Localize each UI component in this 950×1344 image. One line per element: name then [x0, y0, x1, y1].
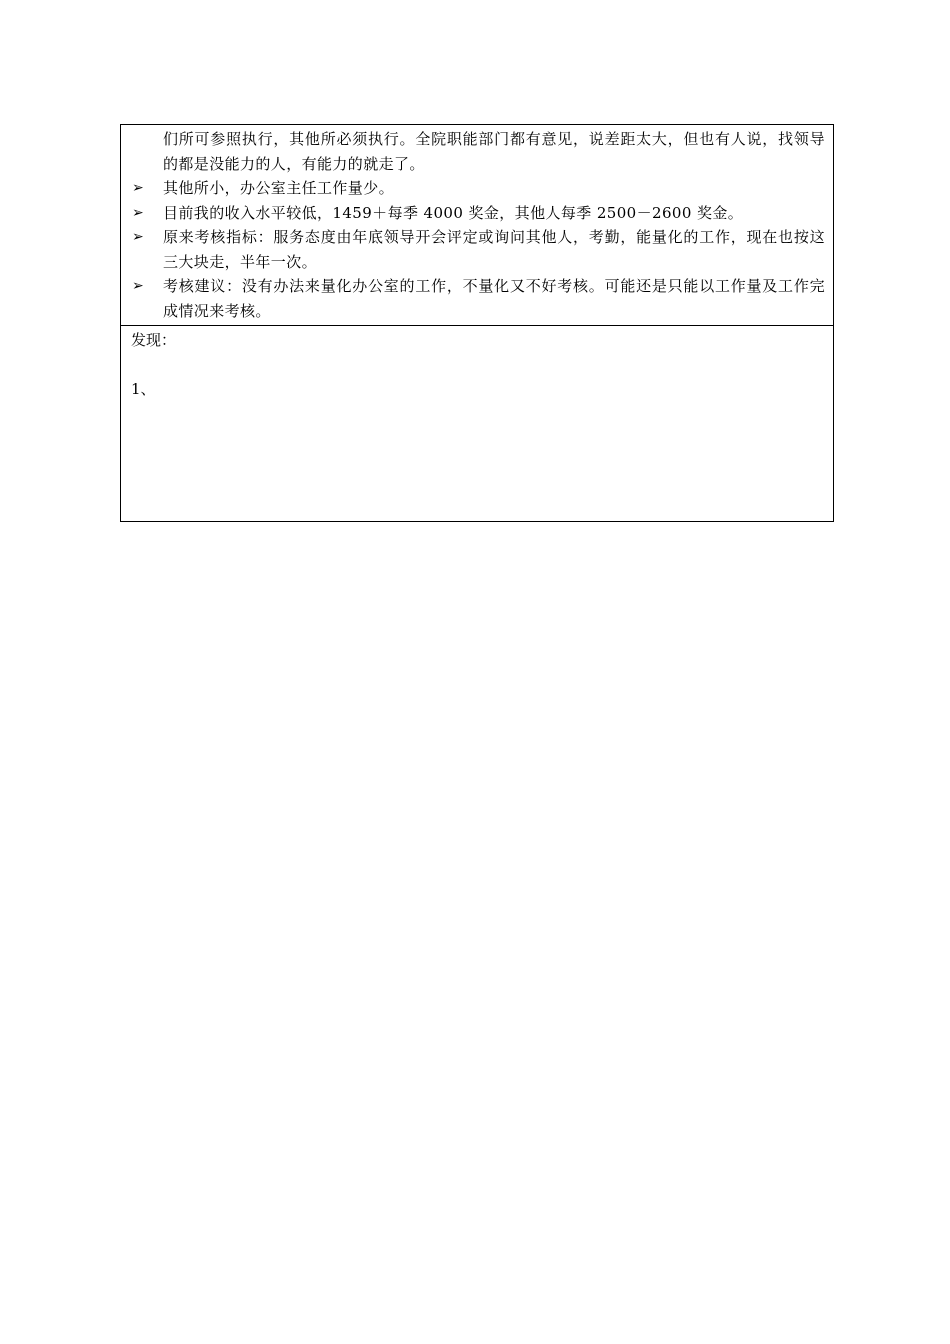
- bullet-text: 目前我的收入水平较低，1459＋每季 4000 奖金，其他人每季 2500－2600 奖金。: [163, 203, 744, 222]
- bullet-list: [131, 176, 825, 323]
- list-item: [131, 274, 825, 323]
- list-item: [131, 176, 825, 201]
- findings-item: 1、: [131, 379, 156, 398]
- interview-notes-table: [120, 124, 834, 522]
- list-item: [131, 201, 825, 226]
- arrow-bullet-icon: ➢: [132, 278, 144, 294]
- bullet-text: 原来考核指标：服务态度由年底领导开会评定或询问其他人，考勤，能量化的工作，现在也按这三大块走，半年一次。: [163, 228, 825, 271]
- arrow-bullet-icon: ➢: [132, 229, 144, 245]
- bullet-text: 考核建议：没有办法来量化办公室的工作，不量化又不好考核。可能还是只能以工作量及工作完成情况来考核。: [163, 277, 825, 320]
- notes-cell: [121, 125, 833, 326]
- bullet-text: 其他所小，办公室主任工作量少。: [163, 179, 395, 197]
- arrow-bullet-icon: ➢: [132, 180, 144, 196]
- findings-cell: [121, 326, 833, 521]
- arrow-bullet-icon: ➢: [132, 204, 144, 221]
- findings-label: 发现：: [131, 331, 177, 349]
- continuation-paragraph: 们所可参照执行，其他所必须执行。全院职能部门都有意见，说差距太大，但也有人说，找领导的都是没能力的人，有能力的就走了。: [163, 130, 825, 173]
- list-item: [131, 225, 825, 274]
